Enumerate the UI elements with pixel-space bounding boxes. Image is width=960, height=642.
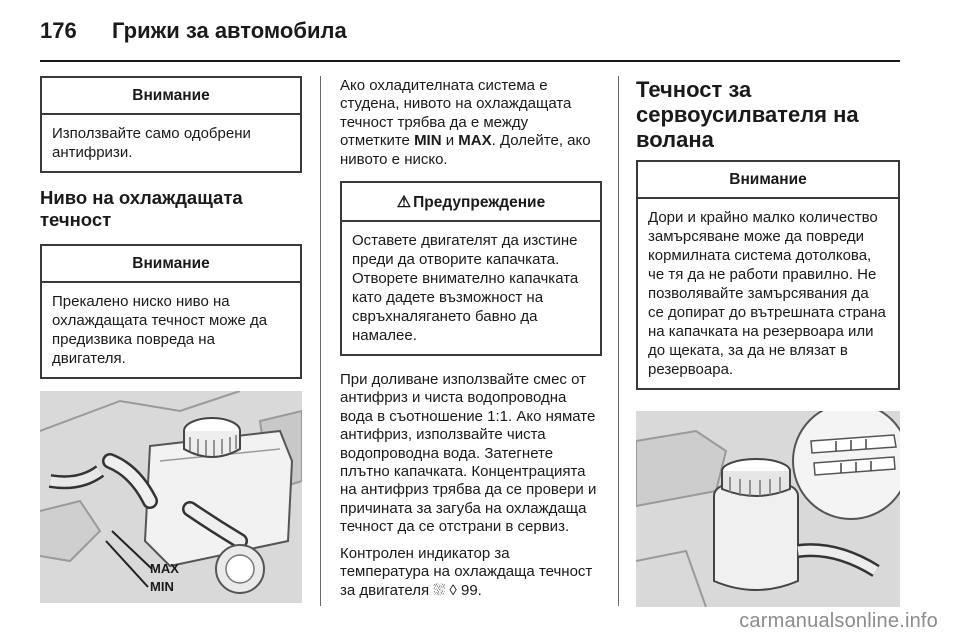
notice-heading: Внимание: [42, 246, 300, 283]
right-column: [636, 77, 900, 607]
warning-box-hot-engine: [340, 181, 602, 356]
warning-triangle-icon: ⚠: [396, 194, 412, 212]
notice-box-contamination: [636, 160, 900, 390]
page-reference: ◊ 99.: [449, 581, 482, 599]
notice-box-antifreeze: [40, 76, 302, 173]
page-title: Грижи за автомобила: [112, 18, 347, 43]
power-steering-reservoir-illustration: [636, 411, 900, 607]
coolant-reservoir-drawing: [40, 391, 302, 603]
min-mark: MIN: [414, 132, 442, 150]
min-label: MIN: [150, 579, 174, 594]
indicator-text: Контролен индикатор за температура на охлаждаща течност за двигателя: [340, 544, 593, 599]
notice-box-low-coolant: [40, 244, 302, 379]
column-divider-1: [320, 76, 321, 606]
indicator-reference-paragraph: [340, 545, 602, 600]
page-header: [40, 14, 920, 54]
coolant-temperature-icon: ⛆: [433, 581, 446, 599]
section-heading-power-steering: Течност за сервоусилвателя на волана: [636, 77, 859, 152]
column-divider-2: [618, 76, 619, 606]
coolant-check-paragraph: [340, 77, 602, 169]
page-number: 176: [40, 18, 77, 43]
max-label: MAX: [150, 561, 179, 576]
notice-text: Дори и крайно малко количество замърсяване може да повреди кормилната система дотолкова, че тя да не работи правилно. Не позволявайте замърсявания да се допират до вътрешната страна на капачката на резервоара или до щеката, за да не влязат в резервоара.: [648, 209, 886, 378]
and-text: и: [441, 132, 459, 150]
warning-text: Оставете двигателят да изстине преди да отворите капачката. Отворете внимателно капачката като дадете възможност на свръхналягането бавно да намалее.: [352, 232, 579, 345]
section-heading-coolant-level: Ниво на охлаждащата течност: [40, 187, 243, 230]
header-divider: [40, 60, 900, 62]
refill-paragraph: При доливане използвайте смес от антифриз и чиста водопроводна вода в съотношение 1:1. Ако нямате антифриз, използвайте чиста водопроводна вода. Затегнете плътно капачката. Концентрацията на антифриз трябва да се провери и причината за загуба на охлаждаща течност да се отстрани в сервиз.: [340, 371, 597, 536]
power-steering-reservoir-drawing: [636, 411, 900, 607]
warning-heading-text: Предупреждение: [413, 194, 546, 212]
notice-heading: Внимание: [638, 162, 898, 199]
max-mark: MAX: [458, 132, 492, 150]
watermark: carmanualsonline.info: [739, 610, 938, 632]
intro-text: Ако охладителната система е студена, нивото на охлаждащата течност трябва да е между отметките: [340, 77, 572, 150]
intro-end-text: . Долейте, ако нивото е ниско.: [340, 132, 591, 168]
notice-text: Прекалено ниско ниво на охлаждащата течност може да предизвика повреда на двигателя.: [52, 293, 268, 367]
notice-heading: Внимание: [42, 78, 300, 115]
left-column: [40, 76, 302, 603]
coolant-reservoir-illustration: [40, 391, 302, 603]
middle-column: [340, 77, 602, 600]
notice-text: Използвайте само одобрени антифризи.: [52, 125, 251, 161]
warning-heading: [342, 183, 600, 222]
